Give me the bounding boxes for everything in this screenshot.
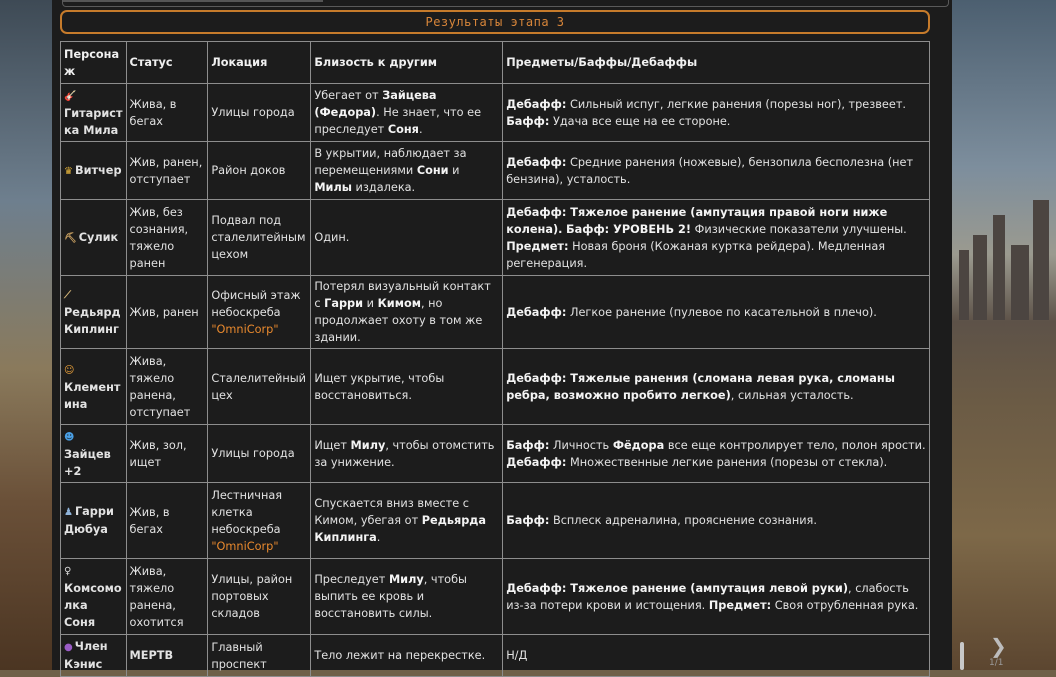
location-cell	[208, 276, 311, 349]
plain-text: Офисный этаж небоскреба	[211, 288, 301, 319]
table-row	[61, 559, 930, 635]
location-cell	[208, 483, 311, 559]
person-icon: ♟	[64, 507, 73, 518]
plain-text: Преследует	[314, 573, 389, 586]
plain-text: Один.	[314, 231, 350, 244]
table-row	[61, 200, 930, 276]
proximity-cell	[311, 425, 503, 483]
status-cell: Жив, зол, ищет	[126, 425, 208, 483]
bold-text: Дебафф:	[506, 305, 567, 319]
plain-text: Тело лежит на перекрестке.	[314, 649, 486, 662]
bold-text: Бафф:	[506, 114, 550, 128]
header-character: Персона ж	[61, 42, 127, 84]
effects-cell	[503, 425, 930, 483]
character-cell	[61, 200, 127, 276]
results-table	[60, 41, 930, 677]
plain-text: Своя отрубленная рука.	[771, 598, 919, 612]
plain-text: , сильная усталость.	[730, 388, 854, 402]
plain-text: Физические показатели улучшены.	[691, 222, 907, 236]
bold-text: Бафф:	[506, 514, 550, 527]
status-cell: Жив, без сознания, тяжело ранен	[126, 200, 208, 276]
plain-text: издалека.	[351, 181, 416, 194]
table-row	[61, 276, 930, 349]
effects-cell	[503, 349, 930, 425]
plain-text: Сталелитейный цех	[211, 371, 306, 402]
location-cell	[208, 635, 311, 677]
plain-text: , слабость из-за потери крови и истощения.	[506, 581, 909, 612]
plain-text: Легкое ранение (пулевое по касательной в плечо).	[566, 305, 877, 319]
character-name: Комсомо лка Соня	[64, 582, 122, 629]
character-cell	[61, 425, 127, 483]
pickaxe-icon: ⛏	[64, 232, 77, 244]
character-name: Зайцев +2	[64, 447, 111, 478]
plain-text: В укрытии, наблюдает за перемещениями	[314, 147, 467, 177]
character-cell	[61, 84, 127, 142]
plain-text: Улицы города	[211, 106, 295, 119]
character-cell	[61, 349, 127, 425]
proximity-cell	[311, 349, 503, 425]
plain-text: Убегает от	[314, 89, 383, 102]
cat-icon: ☺	[64, 364, 75, 376]
status-cell: Жив, ранен	[126, 276, 208, 349]
effects-cell	[503, 200, 930, 276]
table-row	[61, 142, 930, 200]
location-cell	[208, 84, 311, 142]
plain-text: Удача все еще на ее стороне.	[549, 114, 731, 128]
stage-title: Результаты этапа 3	[60, 10, 930, 34]
bold-text: Дебафф: Тяжелое ранение (ампутация правой ноги ниже колена).	[506, 205, 888, 236]
bold-text: Дебафф: Тяжелые ранения (сломана левая рука, сломаны ребра, возможно пробито легкое)	[506, 371, 895, 402]
proximity-cell	[311, 635, 503, 677]
plain-text: Средние ранения (ножевые), бензопила бесполезна (нет бензина), усталость.	[506, 155, 914, 186]
plain-text: Район доков	[211, 164, 286, 177]
plain-text: Всплеск адреналина, прояснение сознания.	[549, 514, 817, 527]
scrollbar-thumb[interactable]	[960, 642, 964, 670]
background-right-strip	[951, 0, 1056, 670]
bold-text: Предмет:	[506, 239, 569, 253]
plain-text: все еще контролирует тело, полон ярости.	[664, 438, 926, 452]
header-proximity: Близость к другим	[311, 42, 503, 84]
effects-cell	[503, 483, 930, 559]
plain-text: Ищет	[314, 438, 351, 452]
bold-text: Дебафф:	[506, 455, 567, 469]
background-left-strip	[0, 0, 60, 670]
plain-text: и	[448, 164, 460, 177]
bold-text: Фёдора	[612, 438, 665, 452]
plain-text: Улицы города	[211, 447, 295, 460]
proximity-cell	[311, 559, 503, 635]
table-row	[61, 425, 930, 483]
character-cell	[61, 559, 127, 635]
character-name: Член Кэнис	[64, 640, 108, 671]
crown-icon: ♛	[64, 165, 73, 177]
location-cell	[208, 559, 311, 635]
bold-text: Редьярда Киплинга	[314, 514, 487, 544]
plain-text: Сильный испуг, легкие ранения (порезы ног), трезвеет.	[566, 97, 906, 111]
effects-cell	[503, 559, 930, 635]
table-row	[61, 635, 930, 677]
wand-icon: ⟋	[64, 290, 71, 301]
character-name: Витчер	[74, 163, 122, 177]
plain-text: Потерял визуальный контакт с	[314, 280, 491, 310]
plain-text: Лестничная клетка небоскреба	[211, 488, 283, 536]
character-cell	[61, 276, 127, 349]
table-row	[61, 349, 930, 425]
character-name: Редьярд Киплинг	[64, 306, 121, 336]
bold-text: Милу	[388, 573, 424, 586]
plain-text: и	[363, 297, 378, 310]
plain-text: Ищет укрытие, чтобы восстановиться.	[314, 371, 445, 402]
bold-text: Дебафф:	[506, 155, 567, 169]
proximity-cell	[311, 142, 503, 200]
effects-cell	[503, 142, 930, 200]
header-status: Статус	[126, 42, 208, 84]
masks-icon: ☻	[64, 431, 75, 443]
bold-text: Бафф:	[506, 438, 550, 452]
plain-text: . Не знает, что ее преследует	[314, 106, 482, 136]
character-name: Гитарист ка Мила	[64, 106, 123, 137]
bold-text: Дебафф: Тяжелое ранение (ампутация левой руки)	[506, 581, 849, 595]
bold-text: Милу	[350, 438, 386, 452]
effects-cell	[503, 84, 930, 142]
next-page-chevron-icon[interactable]: ❯	[990, 634, 1007, 658]
bold-text: Дебафф:	[506, 97, 567, 111]
bold-text: Гарри	[324, 297, 364, 310]
status-cell: Жива, в бегах	[126, 84, 208, 142]
bold-text: Предмет:	[708, 598, 772, 612]
header-effects: Предметы/Баффы/Дебаффы	[503, 42, 930, 84]
location-cell	[208, 425, 311, 483]
vampire-icon: ♀	[64, 566, 72, 577]
status-cell: Жива, тяжело ранена, охотится	[126, 559, 208, 635]
bold-text: Кимом	[377, 297, 421, 310]
bold-text: Милы	[314, 181, 352, 194]
table-row	[61, 84, 930, 142]
chat-panel	[52, 0, 1007, 671]
status-cell: МЕРТВ	[126, 635, 208, 677]
bold-text: Соня	[387, 123, 419, 136]
character-cell	[61, 483, 127, 559]
top-input-bar-fill	[63, 0, 323, 2]
plain-text: Новая броня (Кожаная куртка рейдера). Медленная регенерация.	[506, 239, 886, 270]
bold-text: Зайцева (Федора)	[314, 89, 437, 119]
location-cell	[208, 200, 311, 276]
plain-text: .	[376, 531, 381, 544]
status-cell: Жива, тяжело ранена, отступает	[126, 349, 208, 425]
eggplant-icon: ●	[64, 642, 73, 653]
character-cell	[61, 142, 127, 200]
top-input-bar	[62, 0, 949, 7]
plain-text: Н/Д	[506, 649, 528, 662]
character-name: Сулик	[78, 230, 119, 244]
proximity-cell	[311, 84, 503, 142]
plain-text: .	[418, 123, 423, 136]
plain-text: Улицы, район портовых складов	[211, 573, 293, 620]
proximity-cell	[311, 276, 503, 349]
guitar-icon: 🎸	[64, 90, 77, 102]
location-cell	[208, 142, 311, 200]
plain-text: , но продолжает охоту в том же здании.	[314, 297, 483, 344]
plain-text: Подвал под сталелитейным цехом	[211, 214, 306, 261]
highlight-text: "OmniCorp"	[211, 322, 279, 336]
proximity-cell	[311, 483, 503, 559]
plain-text: Главный проспект	[211, 640, 267, 671]
character-name: Клемент ина	[64, 380, 121, 411]
location-cell	[208, 349, 311, 425]
table-header-row	[61, 42, 930, 84]
effects-cell	[503, 276, 930, 349]
plain-text: Множественные легкие ранения (порезы от стекла).	[566, 455, 888, 469]
highlight-text: "OmniCorp"	[211, 539, 279, 553]
character-cell	[61, 635, 127, 677]
page-indicator: 1/1	[989, 658, 1004, 668]
plain-text: , чтобы отомстить за унижение.	[314, 438, 495, 469]
bold-text: Бафф: УРОВЕНЬ 2!	[566, 222, 692, 236]
status-cell: Жив, в бегах	[126, 483, 208, 559]
table-row	[61, 483, 930, 559]
plain-text: Личность	[549, 438, 613, 452]
header-location: Локация	[208, 42, 311, 84]
character-name: Гарри Дюбуа	[64, 505, 114, 536]
effects-cell	[503, 635, 930, 677]
proximity-cell	[311, 200, 503, 276]
bold-text: Сони	[416, 164, 449, 177]
status-cell: Жив, ранен, отступает	[126, 142, 208, 200]
plain-text: , чтобы выпить ее кровь и восстановить силы.	[314, 573, 467, 620]
plain-text: Спускается вниз вместе с Кимом, убегая от	[314, 497, 470, 527]
